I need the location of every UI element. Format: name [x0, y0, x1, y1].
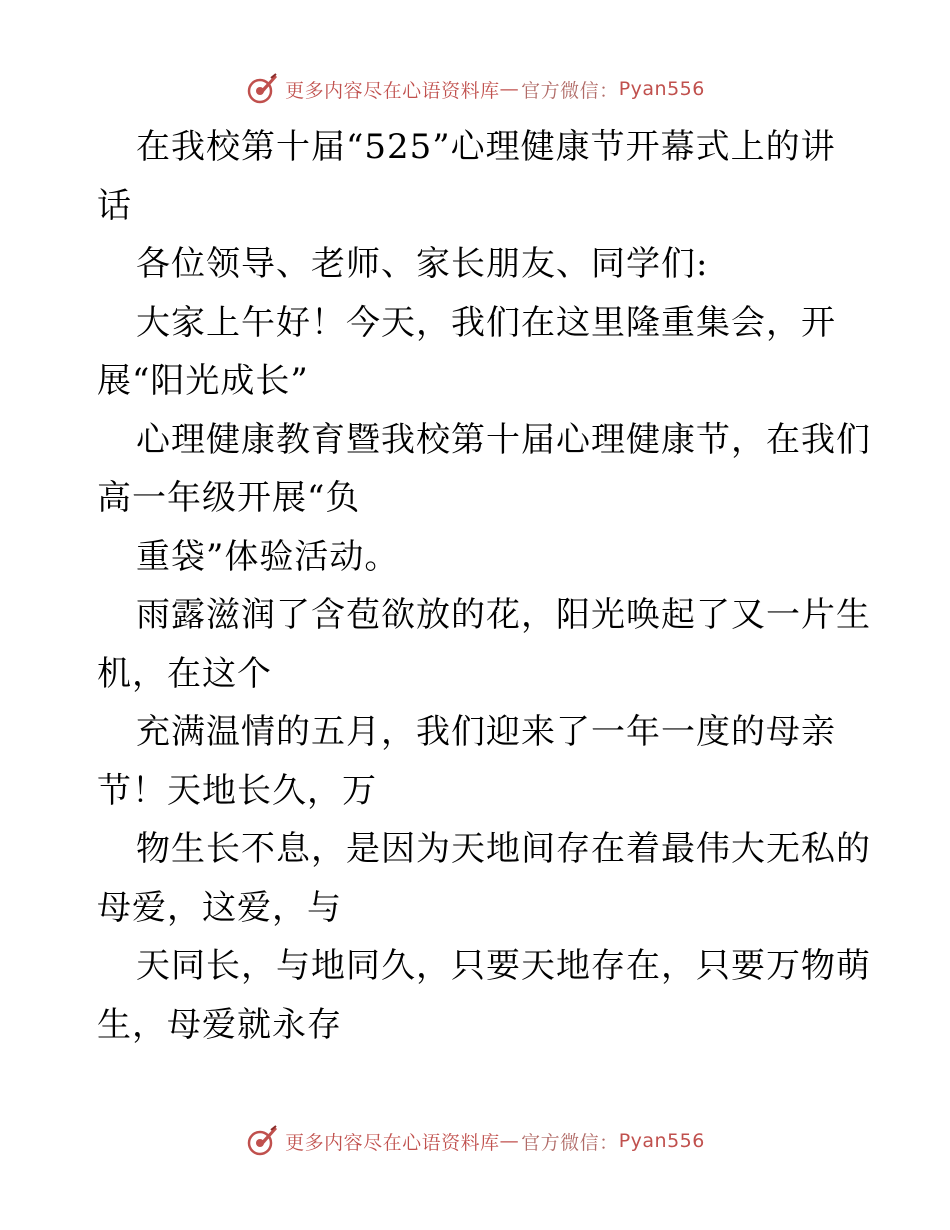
watermark-wechat-label: 官方微信： [521, 79, 619, 102]
text-line: 大家上午好！今天，我们在这里隆重集会，开 [136, 302, 836, 343]
text-line: 雨露滋润了含苞欲放的花，阳光唤起了又一片生 [136, 595, 871, 635]
text-line: 天同长，与地同久，只要天地存在，只要万物萌 [136, 946, 871, 986]
text-line: 在我校第十届“525”心理健康节开幕式上的讲 [136, 127, 836, 167]
watermark-wechat-label: 官方微信： [521, 1131, 619, 1154]
speech-body [97, 118, 871, 1054]
watermark-main-text: 更多内容尽在心语资料库 [285, 1131, 500, 1154]
header-watermark [0, 72, 950, 106]
text-line: 高一年级开展“负 [97, 478, 361, 518]
watermark-dash: — [499, 78, 520, 100]
text-line: 机，在这个 [97, 653, 272, 694]
text-line: 节！天地长久，万 [97, 770, 377, 811]
quill-logo-icon [245, 1124, 279, 1158]
footer-watermark [0, 1124, 950, 1158]
quill-logo-icon [245, 72, 279, 106]
text-line: 物生长不息，是因为天地间存在着最伟大无私的 [136, 829, 871, 869]
watermark-wechat-id: Pyan556 [618, 78, 705, 100]
watermark-main-text: 更多内容尽在心语资料库 [285, 79, 500, 102]
text-line: 生，母爱就永存 [97, 1004, 342, 1045]
text-line: 母爱，这爱，与 [97, 887, 342, 928]
text-line: 展“阳光成长” [97, 361, 309, 401]
text-line: 充满温情的五月，我们迎来了一年一度的母亲 [136, 712, 836, 752]
text-line: 重袋”体验活动。 [136, 536, 400, 577]
text-line: 心理健康教育暨我校第十届心理健康节，在我们 [136, 419, 871, 460]
text-line: 各位领导、老师、家长朋友、同学们: [136, 244, 709, 284]
watermark-dash: — [499, 1130, 520, 1152]
text-line: 话 [97, 185, 132, 226]
watermark-wechat-id: Pyan556 [618, 1130, 705, 1152]
